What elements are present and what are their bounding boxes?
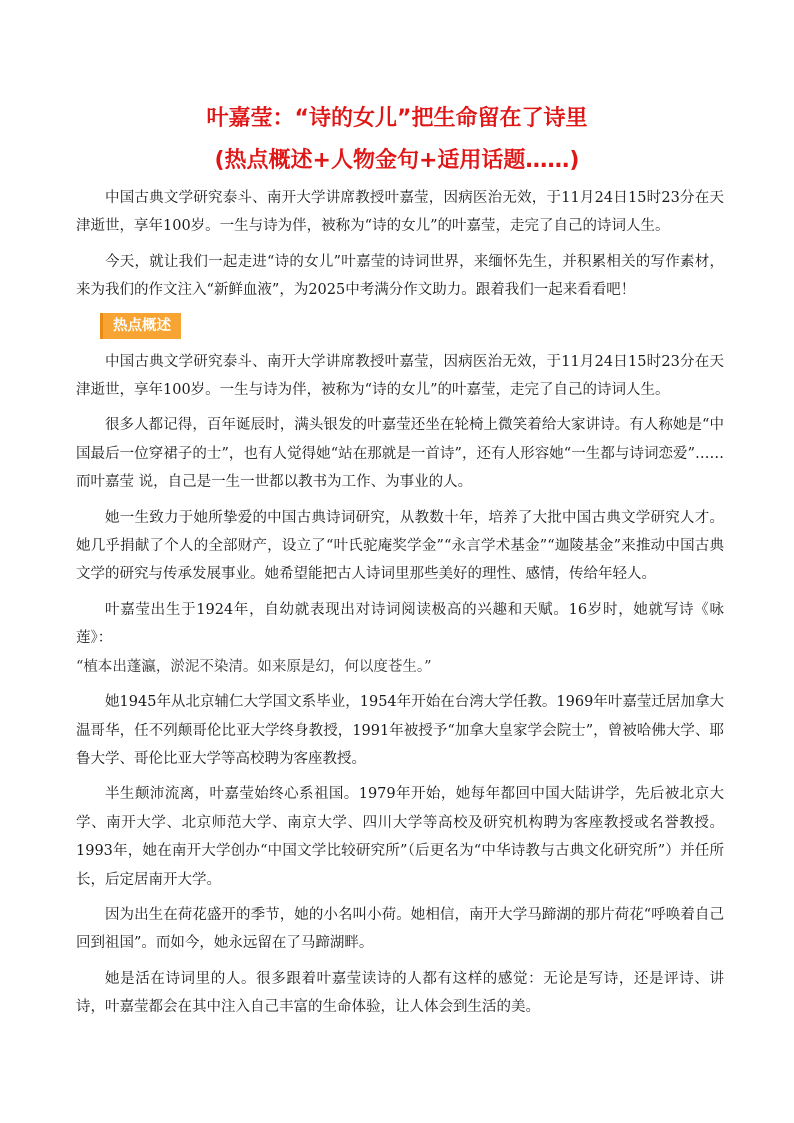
- body-paragraph-8: 她是活在诗词里的人。很多跟着叶嘉莹读诗的人都有这样的感觉：无论是写诗，还是评诗、讲诗，叶嘉莹都会在其中注入自己丰富的生命体验，让人体会到生活的美。: [76, 970, 724, 1016]
- intro-paragraph-2: 今天，就让我们一起走进“诗的女儿”叶嘉莹的诗词世界，来缅怀先生，并积累相关的写作素材，来为我们的作文注入“新鲜血液”，为2025中考满分作文助力。跟着我们一起来看看吧！: [76, 253, 724, 299]
- section-badge: 热点概述: [100, 313, 181, 339]
- poem-quote: “植本出蓬瀛，淤泥不染清。如来原是幻，何以度苍生。”: [76, 658, 432, 675]
- body-paragraph-7: 因为出生在荷花盛开的季节，她的小名叫小荷。她相信，南开大学马蹄湖的那片荷花“呼唤着自己回到祖国”。而如今，她永远留在了马蹄湖畔。: [76, 906, 724, 952]
- body-paragraph-4: 叶嘉莹出生于1924年，自幼就表现出对诗词阅读极高的兴趣和天赋。16岁时，她就写诗《咏莲》：: [76, 601, 724, 647]
- body-paragraph-6: 半生颠沛流离，叶嘉莹始终心系祖国。1979年开始，她每年都回中国大陆讲学，先后被北京大学、南开大学、北京师范大学、南京大学、四川大学等高校及研究机构聘为客座教授或名誉教授。1993年，她在南开大学创办“中国文学比较研究所”（后更名为“中华诗教与古典文化研究所”）并任所长，后定居南开大学。: [76, 786, 724, 888]
- section-header: [100, 312, 724, 342]
- body-paragraph-2: 很多人都记得，百年诞辰时，满头银发的叶嘉莹还坐在轮椅上微笑着给大家讲诗。有人称她是“中国最后一位穿裙子的士”，也有人觉得她“站在那就是一首诗”，还有人形容她“一生都与诗词恋爱”……而叶嘉莹 说，自己是一生一世都以教书为工作、为事业的人。: [76, 417, 724, 491]
- body-paragraph-1: 中国古典文学研究泰斗、南开大学讲席教授叶嘉莹，因病医治无效，于11月24日15时23分在天津逝世，享年100岁。一生与诗为伴，被称为“诗的女儿”的叶嘉莹，走完了自己的诗词人生。: [76, 353, 724, 399]
- document-body: [76, 184, 724, 1029]
- body-paragraph-3: 她一生致力于她所挚爱的中国古典诗词研究，从教数十年，培养了大批中国古典文学研究人才。她几乎捐献了个人的全部财产，设立了“叶氏驼庵奖学金”“永言学术基金”“迦陵基金”来推动中国古典文学的研究与传承发展事业。她希望能把古人诗词里那些美好的理性、感情，传给年轻人。: [76, 509, 724, 583]
- document-title: 叶嘉莹：“诗的女儿”把生命留在了诗里: [206, 106, 588, 131]
- body-paragraph-5: 她1945年从北京辅仁大学国文系毕业，1954年开始在台湾大学任教。1969年叶嘉莹迁居加拿大温哥华，任不列颠哥伦比亚大学终身教授，1991年被授予“加拿大皇家学会院士”，曾被哈佛大学、耶鲁大学、哥伦比亚大学等高校聘为客座教授。: [76, 694, 724, 767]
- document-subtitle: (热点概述+人物金句+适用话题……): [214, 148, 580, 173]
- intro-paragraph-1: 中国古典文学研究泰斗、南开大学讲席教授叶嘉莹，因病医治无效，于11月24日15时23分在天津逝世，享年100岁。一生与诗为伴，被称为“诗的女儿”的叶嘉莹，走完了自己的诗词人生。: [76, 190, 724, 235]
